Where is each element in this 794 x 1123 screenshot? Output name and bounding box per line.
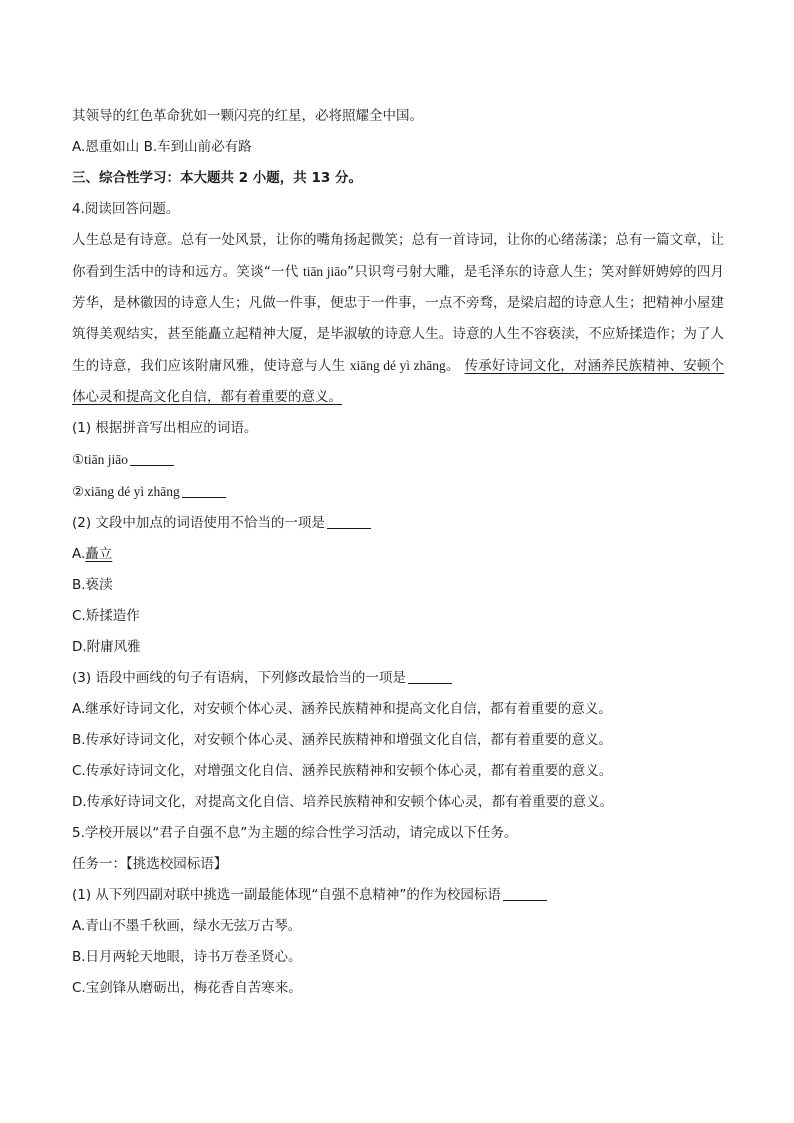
passage-text-g: 。 (445, 358, 460, 374)
answer-blank[interactable] (408, 669, 452, 684)
sub-question-1-item-b (72, 476, 724, 508)
passage-text-dotted-3: 矫揉造作 (615, 326, 670, 342)
sub-question-2-text: (2) 文段中加点的词语使用不恰当的一项是 (72, 515, 325, 531)
task-1-question (72, 880, 724, 911)
answer-blank[interactable] (327, 514, 371, 529)
passage-text-c: 起精神大厦，是毕淑敏的诗意人生。诗意的人生不容 (235, 326, 548, 342)
option-2c: C.矫揉造作 (72, 608, 140, 624)
sub-question-1-item-b-text: ②xiāng dé yì zhāng (72, 484, 180, 499)
question-5-title: 5.学校开展以“君子自强不息”为主题的综合性学习活动，请完成以下任务。 (72, 825, 518, 841)
passage-text-dotted-1: 矗立 (207, 326, 236, 342)
option-2a (72, 539, 724, 570)
option-2a-text: 矗立 (85, 546, 113, 562)
prev-question-options: A.恩重如山 B.车到山前必有路 (72, 139, 252, 155)
task-1-option-c: C.宝剑锋从磨砺出，梅花香自苦寒来。 (72, 980, 302, 996)
underlined-sentence: 传承好诗词文化，对涵养民族精神、安顿个体心灵和提高文化自信，都有着重要的意义。 (72, 358, 725, 405)
task-1-heading: 任务一：【挑选校园标语】 (72, 856, 228, 872)
task-1-option-b: B.日月两轮天地眼，诗书万卷圣贤心。 (72, 949, 302, 965)
sub-question-3 (72, 663, 724, 694)
pinyin-xiang-de-yi-zhang: xiāng dé yì zhāng (349, 358, 446, 373)
passage-text-f: ，使诗意与人生 (249, 358, 350, 374)
sub-question-1-item-a (72, 444, 724, 476)
option-2a-letter: A. (72, 546, 86, 562)
sub-question-1: (1) 根据拼音写出相应的词语。 (72, 420, 258, 436)
question-4-title: 4.阅读回答问题。 (72, 201, 180, 217)
option-3c: C.传承好诗词文化，对增强文化自信、涵养民族精神和安顿个体心灵，都有着重要的意义。 (72, 763, 613, 779)
passage-text-a: 人生总是有诗意。总有一处风景，让你的嘴角扬起微笑；总有一首诗词，让你的心绪荡漾；总有一篇文章，让你看到生活中的诗和远方。笑谈“一代 (72, 232, 724, 280)
passage-text-e: ；为了人生的诗意，我们应该 (72, 326, 725, 374)
option-3b: B.传承好诗词文化，对安顿个体心灵、涵养民族精神和增强文化自信，都有着重要的意义。 (72, 732, 613, 748)
passage-text-d: ，不应 (574, 326, 616, 342)
answer-blank[interactable] (130, 451, 174, 466)
answer-blank[interactable] (182, 483, 226, 498)
answer-blank[interactable] (503, 886, 547, 901)
sub-question-1-item-a-text: ①tiān jiāo (72, 452, 128, 467)
task-1-question-text: (1) 从下列四副对联中挑选一副最能体现“自强不息精神”的作为校园标语 (72, 887, 501, 903)
passage-text-dotted-2: 亵渎 (547, 326, 575, 342)
pinyin-tian-jiao: tiān jiāo (302, 264, 348, 279)
option-2b: B.亵渎 (72, 577, 113, 593)
sub-question-3-text: (3) 语段中画线的句子有语病，下列修改最恰当的一项是 (72, 670, 406, 686)
sub-question-2 (72, 508, 724, 539)
reading-passage (72, 225, 724, 413)
prev-question-tail: 其领导的红色革命犹如一颗闪亮的红星，必将照耀全中国。 (72, 108, 423, 124)
task-1-option-a: A.青山不墨千秋画，绿水无弦万古琴。 (72, 918, 302, 934)
passage-text-b: ”只识弯弓射大雕，是毛泽东的诗意人生；笑对鲜妍娉婷的四月芳华，是林徽因的诗意人生；凡做一件事，便忠于一件事，一点不旁骛，是梁启超的诗意人生；把精神小屋建筑得美观结实，甚至能 (72, 264, 724, 342)
option-3a: A.继承好诗词文化，对安顿个体心灵、涵养民族精神和提高文化自信，都有着重要的意义。 (72, 701, 612, 717)
passage-text-dotted-4: 附庸风雅 (194, 358, 250, 374)
section-heading: 三、综合性学习：本大题共 2 小题，共 13 分。 (72, 170, 362, 186)
option-2d: D.附庸风雅 (72, 639, 141, 655)
exam-page (72, 101, 724, 1004)
option-3d: D.传承好诗词文化，对提高文化自信、培养民族精神和安顿个体心灵，都有着重要的意义。 (72, 794, 614, 810)
